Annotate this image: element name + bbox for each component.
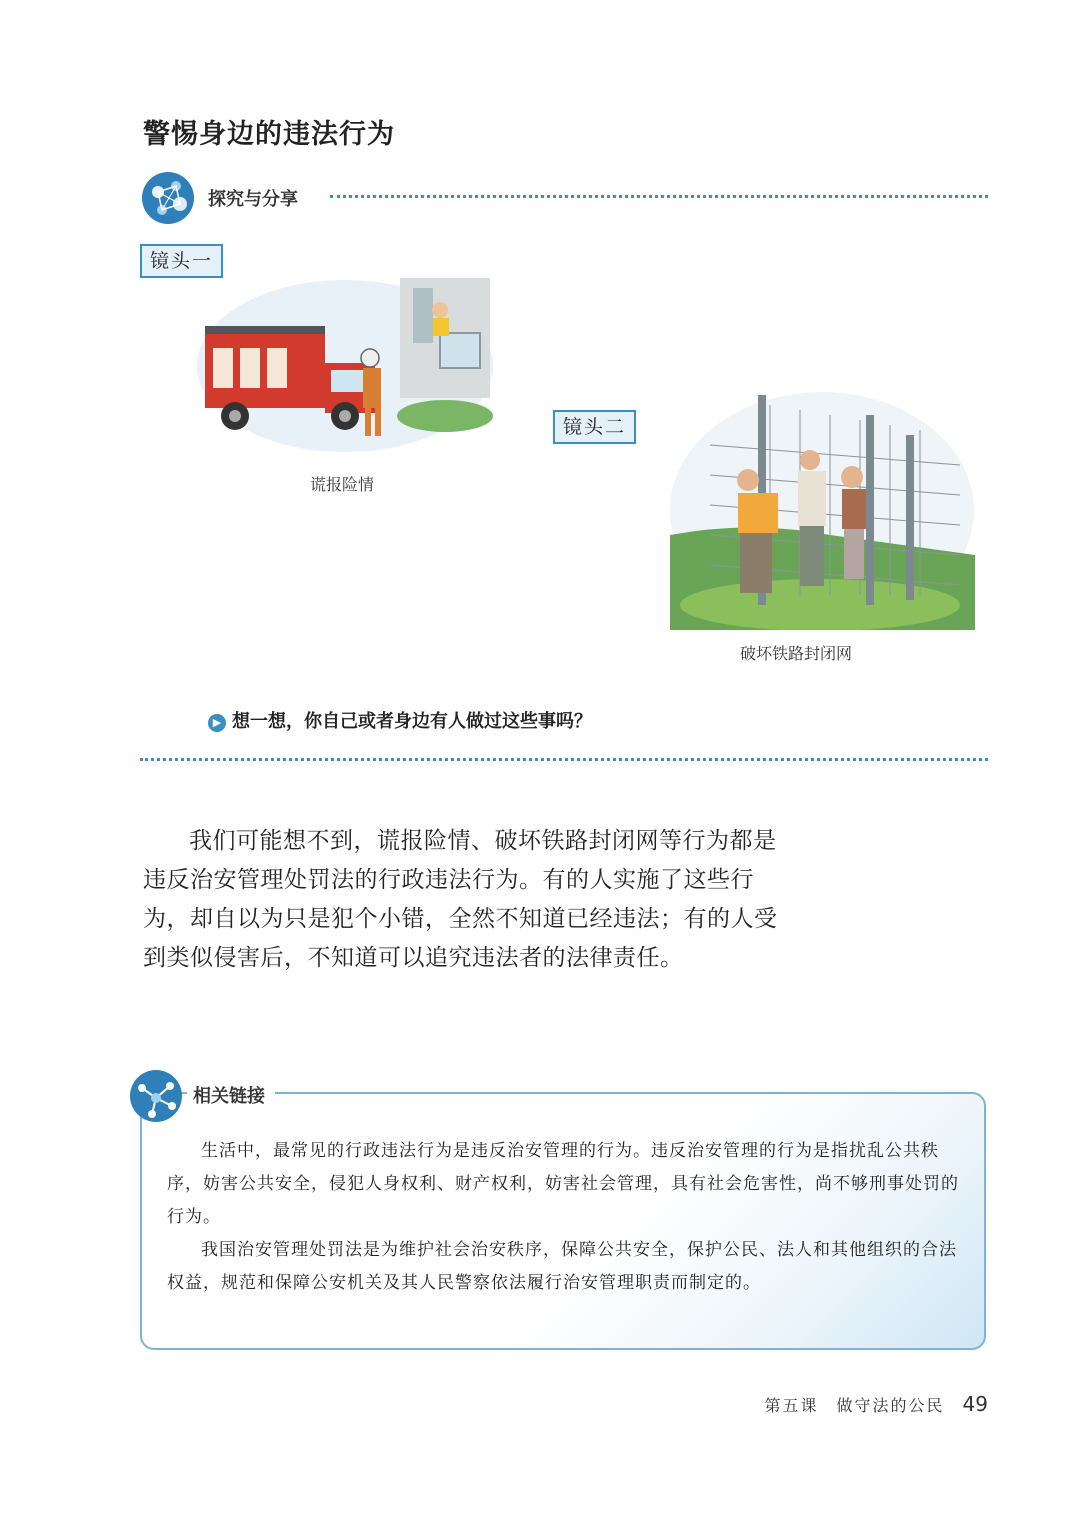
related-paragraph-2: 我国治安管理处罚法是为维护社会治安秩序，保障公共安全，保护公民、法人和其他组织的合法权益，规范和保障公安机关及其人民警察依法履行治安管理职责而制定的。 (167, 1240, 957, 1293)
fire-truck-illustration (195, 278, 495, 453)
arrow-bullet-icon: ▶ (208, 714, 226, 732)
network-icon (128, 1068, 184, 1124)
shot1-caption: 谎报险情 (310, 475, 375, 494)
body-paragraph: 我们可能想不到，谎报险情、破坏铁路封闭网等行为都是违反治安管理处罚法的行政违法行为。有的人实施了这些行为，却自以为只是犯个小错，全然不知道已经违法；有的人受到类似侵害后，不知道可以追究违法者的法律责任。 (143, 828, 778, 971)
shot2-caption: 破坏铁路封闭网 (740, 644, 853, 663)
shot2-tag: 镜头二 (553, 410, 636, 444)
page-footer (765, 1392, 988, 1416)
page-title: 警惕身边的违法行为 (143, 119, 395, 150)
explore-divider-top (330, 195, 988, 198)
related-links-text (167, 1135, 967, 1300)
explore-share-label: 探究与分享 (208, 189, 298, 210)
railway-fence-illustration (670, 385, 975, 630)
shot1-tag: 镜头一 (140, 244, 223, 278)
think-prompt (208, 707, 592, 733)
molecule-icon (140, 170, 196, 226)
think-prompt-text: 想一想，你自己或者身边有人做过这些事吗？ (232, 711, 592, 732)
related-paragraph-1: 生活中，最常见的行政违法行为是违反治安管理的行为。违反治安管理的行为是指扰乱公共秩序，妨害公共安全，侵犯人身权利、财产权利，妨害社会管理，具有社会危害性，尚不够刑事处罚的行为。 (167, 1141, 959, 1227)
related-links-label: 相关链接 (187, 1082, 275, 1108)
page-number: 49 (962, 1392, 988, 1416)
explore-divider-bottom (140, 758, 988, 761)
chapter-title: 第五课 做守法的公民 (764, 1396, 945, 1415)
